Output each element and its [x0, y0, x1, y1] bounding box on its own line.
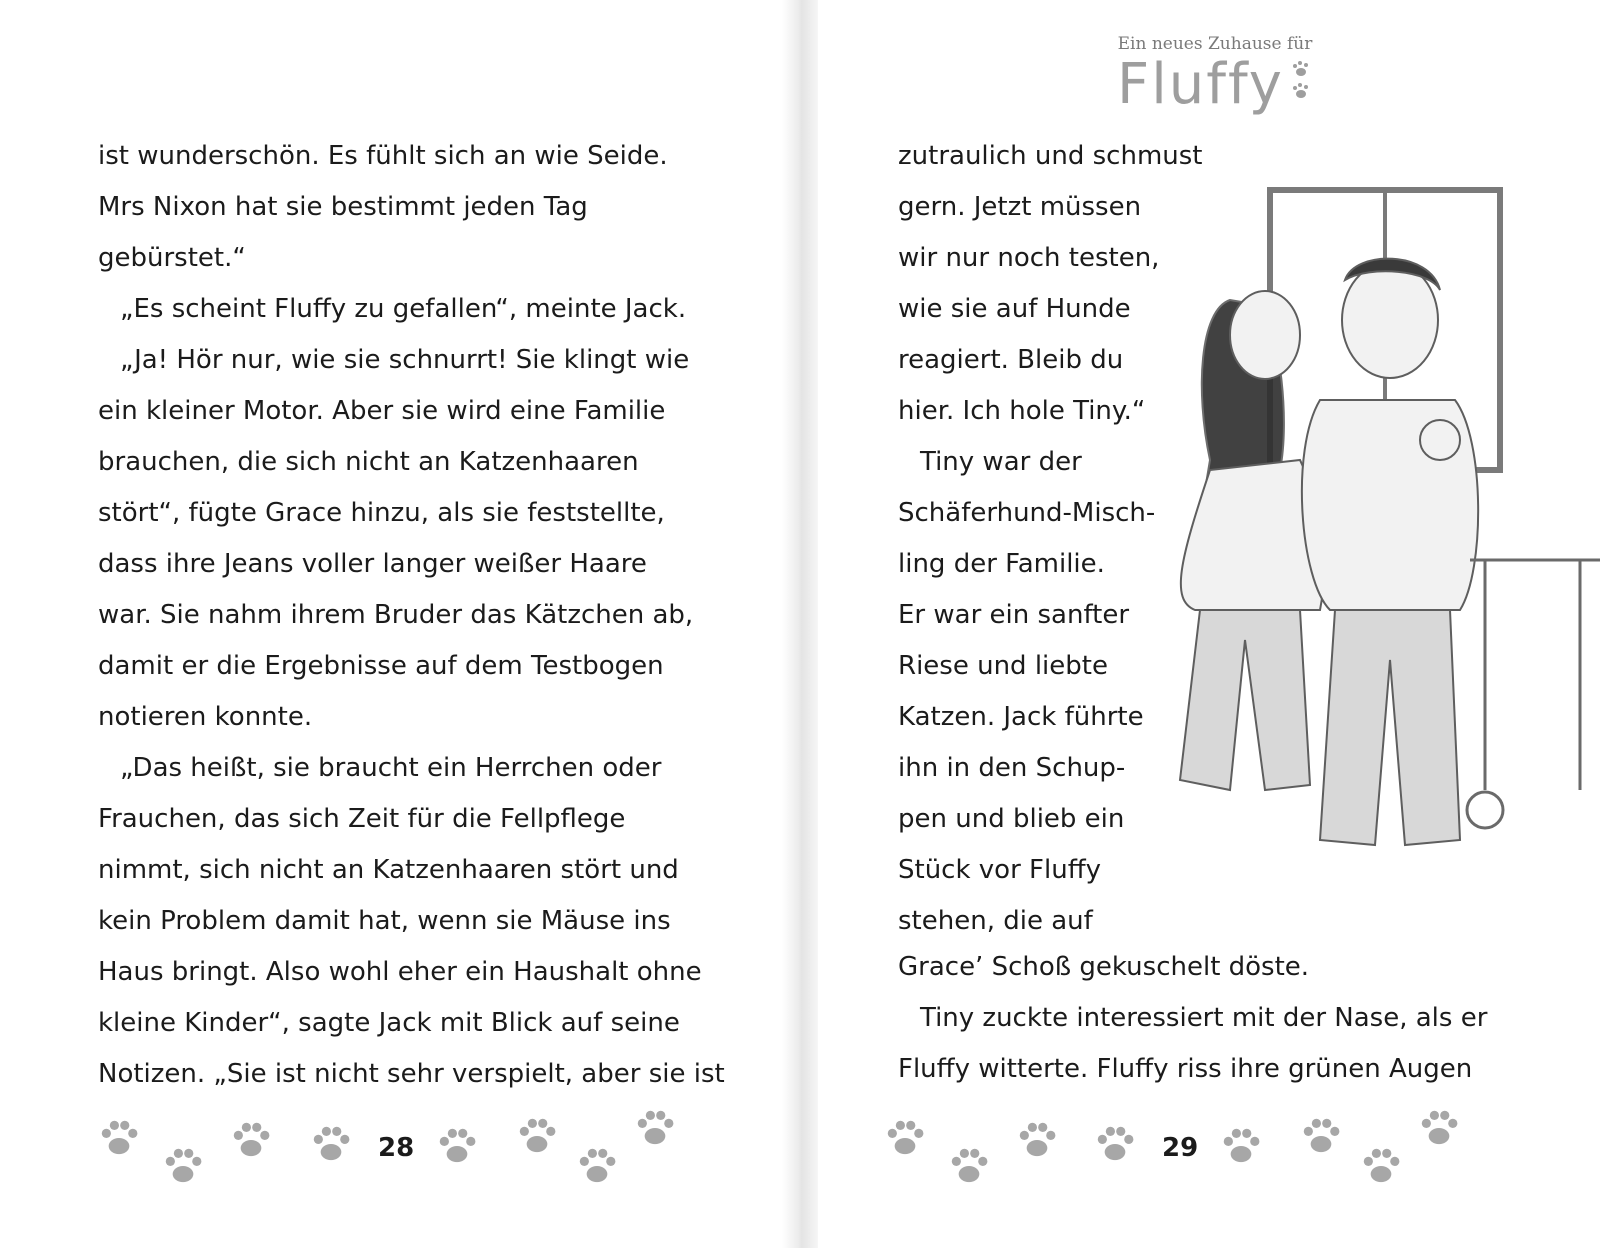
- text-line: Tiny zuckte interessiert mit der Nase, als er: [920, 1003, 1488, 1033]
- text-line: stehen, die auf: [898, 906, 1093, 936]
- text-line: nimmt, sich nicht an Katzenhaaren stört und: [98, 855, 679, 885]
- text-line: Haus bringt. Also wohl eher ein Haushalt ohne: [98, 957, 702, 987]
- text-line: Grace’ Schoß gekuschelt döste.: [898, 952, 1310, 982]
- text-line: ling der Familie.: [898, 549, 1105, 579]
- text-line: kein Problem damit hat, wenn sie Mäuse ins: [98, 906, 671, 936]
- paw-print-icon: [1092, 1121, 1138, 1167]
- text-line: damit er die Ergebnisse auf dem Testbogen: [98, 651, 664, 681]
- paw-print-icon: [514, 1113, 560, 1159]
- paw-print-icon: [632, 1105, 678, 1151]
- text-line: ein kleiner Motor. Aber sie wird eine Familie: [98, 396, 666, 426]
- text-line: Frauchen, das sich Zeit für die Fellpflege: [98, 804, 626, 834]
- right-page-footer: [896, 1125, 1456, 1173]
- paw-print-icon: [160, 1143, 206, 1189]
- text-line: reagiert. Bleib du: [898, 345, 1124, 375]
- text-line: „Ja! Hör nur, wie sie schnurrt! Sie klingt wie: [120, 345, 690, 375]
- text-line: brauchen, die sich nicht an Katzenhaaren: [98, 447, 639, 477]
- paw-print-icon: [308, 1121, 354, 1167]
- text-line: dass ihre Jeans voller langer weißer Haare: [98, 549, 647, 579]
- left-page-footer: [96, 1125, 656, 1173]
- text-line: Riese und liebte: [898, 651, 1108, 681]
- text-line: Er war ein sanfter: [898, 600, 1130, 630]
- paw-print-icon: [574, 1143, 620, 1189]
- right-page-text-full-width: [898, 942, 1518, 1095]
- book-gutter: [782, 0, 818, 1248]
- paw-print-icon: [434, 1123, 480, 1169]
- paw-print-icon: [1416, 1105, 1462, 1151]
- running-head: [1100, 34, 1330, 116]
- text-line: notieren konnte.: [98, 702, 313, 732]
- text-line: Fluffy witterte. Fluffy riss ihre grünen Augen: [898, 1054, 1473, 1084]
- text-line: Notizen. „Sie ist nicht sehr verspielt, aber sie ist: [98, 1059, 725, 1089]
- paw-print-icon: [1289, 60, 1313, 104]
- text-line: gern. Jetzt müssen: [898, 192, 1142, 222]
- text-line: hier. Ich hole Tiny.“: [898, 396, 1146, 426]
- text-line: gebürstet.“: [98, 243, 246, 273]
- text-line: stört“, fügte Grace hinzu, als sie feststellte,: [98, 498, 665, 528]
- text-line: Mrs Nixon hat sie bestimmt jeden Tag: [98, 192, 588, 222]
- paw-print-icon: [946, 1143, 992, 1189]
- page-number: 29: [1162, 1133, 1199, 1163]
- text-line: wir nur noch testen,: [898, 243, 1160, 273]
- text-line: Tiny war der: [920, 447, 1082, 477]
- text-line: pen und blieb ein: [898, 804, 1125, 834]
- paw-print-icon: [1218, 1123, 1264, 1169]
- paw-print-icon: [228, 1117, 274, 1163]
- running-head-subtitle: Ein neues Zuhause für: [1117, 34, 1313, 54]
- paw-print-icon: [1298, 1113, 1344, 1159]
- text-line: kleine Kinder“, sagte Jack mit Blick auf seine: [98, 1008, 680, 1038]
- text-line: Stück vor Fluffy: [898, 855, 1101, 885]
- children-with-kitten-illustration: [1140, 140, 1600, 940]
- running-head-title: Fluffy: [1117, 52, 1284, 117]
- text-line: wie sie auf Hunde: [898, 294, 1131, 324]
- text-line: ihn in den Schup-: [898, 753, 1126, 783]
- right-page-text-beside-image: [898, 131, 1203, 947]
- left-page-text: [98, 131, 738, 1100]
- text-line: „Es scheint Fluffy zu gefallen“, meinte Jack.: [120, 294, 687, 324]
- text-line: ist wunderschön. Es fühlt sich an wie Seide.: [98, 141, 668, 171]
- paw-print-icon: [1014, 1117, 1060, 1163]
- text-line: Katzen. Jack führte: [898, 702, 1144, 732]
- text-line: Schäferhund-Misch-: [898, 498, 1156, 528]
- text-line: „Das heißt, sie braucht ein Herrchen oder: [120, 753, 662, 783]
- paw-print-icon: [96, 1115, 142, 1161]
- page-number: 28: [378, 1133, 415, 1163]
- paw-print-icon: [882, 1115, 928, 1161]
- text-line: zutraulich und schmust: [898, 141, 1203, 171]
- text-line: war. Sie nahm ihrem Bruder das Kätzchen ab,: [98, 600, 694, 630]
- paw-print-icon: [1358, 1143, 1404, 1189]
- right-page: [800, 0, 1600, 1248]
